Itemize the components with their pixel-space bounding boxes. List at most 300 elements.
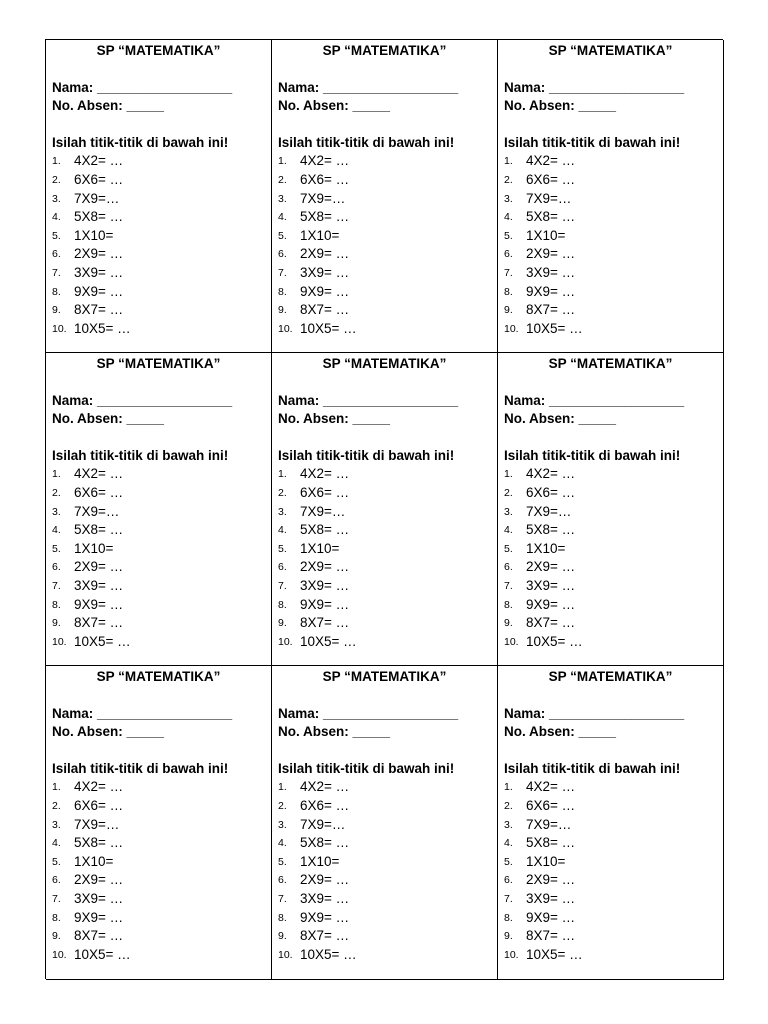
question-item <box>52 816 265 835</box>
question-text: 9X9= … <box>74 596 124 612</box>
question-number: 4. <box>504 524 513 537</box>
question-text: 4X2= … <box>526 153 576 169</box>
question-text: 8X7= … <box>526 928 576 944</box>
worksheet-card <box>272 40 498 353</box>
card-title: SP “MATEMATIKA” <box>322 669 447 684</box>
worksheet-card <box>498 40 724 353</box>
question-text: 1X10= <box>526 853 566 869</box>
question-number: 2. <box>504 173 513 186</box>
question-text: 5X8= … <box>300 835 350 851</box>
question-text: 7X9=… <box>526 190 572 206</box>
question-item <box>278 890 491 909</box>
question-item <box>52 596 265 615</box>
name-field-label: Nama: __________________ <box>52 79 233 95</box>
question-text: 3X9= … <box>526 264 576 280</box>
question-item <box>504 301 717 320</box>
question-text: 2X9= … <box>526 559 576 575</box>
question-list <box>504 465 717 651</box>
question-number: 9. <box>504 617 513 630</box>
question-item <box>504 227 717 246</box>
absen-field-label: No. Absen: _____ <box>278 98 391 114</box>
question-item <box>504 503 717 522</box>
card-title: SP “MATEMATIKA” <box>96 43 221 58</box>
instruction-text: Isilah titik-titik di bawah ini! <box>52 760 229 776</box>
question-number: 7. <box>278 579 287 592</box>
question-number: 1. <box>52 468 61 481</box>
question-item <box>504 853 717 872</box>
question-item <box>504 171 717 190</box>
question-number: 7. <box>52 266 61 279</box>
worksheet-card <box>46 40 272 353</box>
question-number: 2. <box>504 486 513 499</box>
question-item <box>52 540 265 559</box>
question-item <box>278 633 491 652</box>
question-item <box>504 633 717 652</box>
question-text: 1X10= <box>300 853 340 869</box>
question-text: 4X2= … <box>526 779 576 795</box>
spacer <box>278 61 491 79</box>
question-text: 5X8= … <box>300 209 350 225</box>
name-field-label: Nama: __________________ <box>52 392 233 408</box>
question-item <box>52 208 265 227</box>
question-number: 1. <box>504 468 513 481</box>
instruction-text: Isilah titik-titik di bawah ini! <box>278 134 455 150</box>
question-item <box>278 927 491 946</box>
question-item <box>504 946 717 965</box>
question-item <box>504 871 717 890</box>
question-number: 2. <box>278 486 287 499</box>
card-title: SP “MATEMATIKA” <box>96 669 221 684</box>
question-number: 1. <box>278 468 287 481</box>
question-number: 6. <box>278 874 287 887</box>
absen-field-label: No. Absen: _____ <box>52 724 165 740</box>
question-text: 8X7= … <box>74 928 124 944</box>
question-text: 3X9= … <box>300 264 350 280</box>
spacer <box>504 374 717 392</box>
question-item <box>52 927 265 946</box>
question-number: 8. <box>52 598 61 611</box>
question-list <box>278 465 491 651</box>
question-item <box>504 890 717 909</box>
question-text: 2X9= … <box>74 872 124 888</box>
question-text: 1X10= <box>74 227 114 243</box>
question-list <box>52 465 265 651</box>
spacer <box>52 687 265 705</box>
question-number: 7. <box>52 892 61 905</box>
card-title: SP “MATEMATIKA” <box>548 669 673 684</box>
question-text: 3X9= … <box>300 577 350 593</box>
question-item <box>278 320 491 339</box>
question-item <box>52 484 265 503</box>
spacer <box>504 742 717 760</box>
question-number: 6. <box>278 561 287 574</box>
question-number: 1. <box>52 155 61 168</box>
question-number: 1. <box>278 781 287 794</box>
question-item <box>52 577 265 596</box>
question-number: 3. <box>52 818 61 831</box>
spacer <box>278 374 491 392</box>
question-number: 2. <box>52 799 61 812</box>
instruction-text: Isilah titik-titik di bawah ini! <box>504 760 681 776</box>
question-text: 2X9= … <box>300 246 350 262</box>
question-text: 4X2= … <box>74 153 124 169</box>
absen-field-label: No. Absen: _____ <box>504 411 617 427</box>
question-item <box>52 614 265 633</box>
question-item <box>52 778 265 797</box>
question-item <box>52 283 265 302</box>
absen-field-label: No. Absen: _____ <box>278 724 391 740</box>
question-text: 7X9=… <box>526 816 572 832</box>
question-text: 10X5= … <box>300 946 357 962</box>
name-field-label: Nama: __________________ <box>504 705 685 721</box>
question-item <box>504 190 717 209</box>
question-item <box>504 558 717 577</box>
question-text: 1X10= <box>300 540 340 556</box>
question-text: 10X5= … <box>300 633 357 649</box>
instruction-text: Isilah titik-titik di bawah ini! <box>278 447 455 463</box>
question-number: 2. <box>278 173 287 186</box>
question-number: 8. <box>278 911 287 924</box>
question-item <box>52 853 265 872</box>
question-text: 6X6= … <box>300 484 350 500</box>
question-item <box>504 797 717 816</box>
question-text: 7X9=… <box>300 190 346 206</box>
question-text: 8X7= … <box>300 615 350 631</box>
question-number: 5. <box>52 855 61 868</box>
question-item <box>52 301 265 320</box>
question-text: 1X10= <box>74 853 114 869</box>
question-text: 7X9=… <box>74 503 120 519</box>
question-item <box>504 540 717 559</box>
question-item <box>52 633 265 652</box>
question-item <box>278 577 491 596</box>
question-number: 7. <box>52 579 61 592</box>
question-number: 9. <box>52 930 61 943</box>
question-text: 3X9= … <box>526 890 576 906</box>
question-text: 7X9=… <box>74 816 120 832</box>
spacer <box>52 742 265 760</box>
question-text: 6X6= … <box>526 171 576 187</box>
question-text: 3X9= … <box>526 577 576 593</box>
question-text: 9X9= … <box>74 909 124 925</box>
question-text: 4X2= … <box>74 466 124 482</box>
worksheet-card <box>46 353 272 666</box>
question-number: 9. <box>278 304 287 317</box>
question-item <box>504 521 717 540</box>
question-text: 10X5= … <box>526 320 583 336</box>
question-text: 10X5= … <box>300 320 357 336</box>
question-text: 10X5= … <box>74 320 131 336</box>
question-item <box>52 909 265 928</box>
question-number: 10. <box>52 322 67 335</box>
question-item <box>278 521 491 540</box>
question-text: 8X7= … <box>526 615 576 631</box>
worksheet-card <box>46 666 272 980</box>
question-number: 5. <box>278 855 287 868</box>
question-text: 6X6= … <box>300 171 350 187</box>
question-number: 8. <box>278 598 287 611</box>
question-item <box>278 171 491 190</box>
question-item <box>52 558 265 577</box>
card-title: SP “MATEMATIKA” <box>322 43 447 58</box>
question-text: 10X5= … <box>526 946 583 962</box>
question-number: 8. <box>278 285 287 298</box>
question-item <box>278 190 491 209</box>
card-title: SP “MATEMATIKA” <box>548 356 673 371</box>
question-text: 8X7= … <box>300 928 350 944</box>
question-text: 4X2= … <box>300 779 350 795</box>
question-number: 7. <box>278 892 287 905</box>
spacer <box>278 116 491 134</box>
question-item <box>504 484 717 503</box>
question-text: 6X6= … <box>526 484 576 500</box>
question-number: 7. <box>504 579 513 592</box>
question-text: 8X7= … <box>526 302 576 318</box>
spacer <box>504 687 717 705</box>
question-text: 7X9=… <box>526 503 572 519</box>
question-number: 8. <box>504 285 513 298</box>
question-number: 3. <box>504 192 513 205</box>
question-item <box>504 596 717 615</box>
question-item <box>504 465 717 484</box>
question-text: 9X9= … <box>300 596 350 612</box>
question-number: 9. <box>52 617 61 630</box>
question-text: 9X9= … <box>74 283 124 299</box>
question-text: 5X8= … <box>300 522 350 538</box>
spacer <box>278 687 491 705</box>
question-text: 6X6= … <box>526 797 576 813</box>
name-field-label: Nama: __________________ <box>278 392 459 408</box>
question-text: 5X8= … <box>74 209 124 225</box>
question-item <box>278 614 491 633</box>
question-item <box>504 927 717 946</box>
question-number: 7. <box>504 892 513 905</box>
question-item <box>52 871 265 890</box>
question-number: 1. <box>504 155 513 168</box>
spacer <box>504 429 717 447</box>
question-item <box>278 871 491 890</box>
question-number: 4. <box>278 211 287 224</box>
instruction-text: Isilah titik-titik di bawah ini! <box>52 134 229 150</box>
question-text: 10X5= … <box>74 633 131 649</box>
question-item <box>504 264 717 283</box>
question-text: 7X9=… <box>300 503 346 519</box>
question-number: 6. <box>52 874 61 887</box>
question-number: 6. <box>504 561 513 574</box>
question-number: 3. <box>52 505 61 518</box>
question-number: 7. <box>504 266 513 279</box>
question-item <box>504 283 717 302</box>
question-number: 1. <box>52 781 61 794</box>
question-text: 1X10= <box>74 540 114 556</box>
question-text: 3X9= … <box>74 577 124 593</box>
question-text: 5X8= … <box>74 522 124 538</box>
question-text: 6X6= … <box>74 484 124 500</box>
worksheet-grid <box>45 39 723 979</box>
question-item <box>52 227 265 246</box>
question-number: 6. <box>504 248 513 261</box>
question-item <box>278 264 491 283</box>
question-number: 9. <box>504 304 513 317</box>
question-item <box>504 577 717 596</box>
question-number: 4. <box>504 837 513 850</box>
question-text: 9X9= … <box>300 909 350 925</box>
question-number: 4. <box>504 211 513 224</box>
question-number: 4. <box>52 211 61 224</box>
question-item <box>504 245 717 264</box>
question-number: 8. <box>52 285 61 298</box>
question-number: 2. <box>52 173 61 186</box>
question-number: 5. <box>52 229 61 242</box>
spacer <box>52 429 265 447</box>
question-text: 9X9= … <box>526 283 576 299</box>
question-item <box>52 797 265 816</box>
question-item <box>278 834 491 853</box>
question-item <box>52 521 265 540</box>
question-number: 9. <box>278 930 287 943</box>
question-number: 4. <box>52 524 61 537</box>
question-item <box>504 152 717 171</box>
question-number: 9. <box>504 930 513 943</box>
question-number: 5. <box>504 542 513 555</box>
instruction-text: Isilah titik-titik di bawah ini! <box>278 760 455 776</box>
instruction-text: Isilah titik-titik di bawah ini! <box>504 134 681 150</box>
question-number: 10. <box>504 322 519 335</box>
question-item <box>52 245 265 264</box>
instruction-text: Isilah titik-titik di bawah ini! <box>52 447 229 463</box>
question-number: 2. <box>504 799 513 812</box>
question-item <box>52 503 265 522</box>
question-text: 6X6= … <box>300 797 350 813</box>
name-field-label: Nama: __________________ <box>504 392 685 408</box>
question-item <box>504 909 717 928</box>
question-number: 3. <box>504 818 513 831</box>
question-number: 6. <box>278 248 287 261</box>
question-text: 1X10= <box>300 227 340 243</box>
question-text: 4X2= … <box>300 153 350 169</box>
worksheet-card <box>498 353 724 666</box>
question-text: 1X10= <box>526 227 566 243</box>
worksheet-card <box>272 353 498 666</box>
question-list <box>52 778 265 964</box>
spacer <box>52 374 265 392</box>
question-item <box>504 834 717 853</box>
question-list <box>278 152 491 338</box>
question-text: 10X5= … <box>526 633 583 649</box>
question-item <box>278 227 491 246</box>
question-item <box>52 171 265 190</box>
question-item <box>278 208 491 227</box>
name-field-label: Nama: __________________ <box>52 705 233 721</box>
question-number: 10. <box>504 635 519 648</box>
card-title: SP “MATEMATIKA” <box>548 43 673 58</box>
question-item <box>278 503 491 522</box>
question-text: 7X9=… <box>74 190 120 206</box>
question-item <box>52 946 265 965</box>
question-number: 1. <box>504 781 513 794</box>
question-item <box>52 834 265 853</box>
absen-field-label: No. Absen: _____ <box>278 411 391 427</box>
question-text: 3X9= … <box>74 890 124 906</box>
spacer <box>504 61 717 79</box>
absen-field-label: No. Absen: _____ <box>504 724 617 740</box>
question-text: 2X9= … <box>300 559 350 575</box>
question-number: 8. <box>52 911 61 924</box>
question-text: 8X7= … <box>74 615 124 631</box>
question-number: 5. <box>504 855 513 868</box>
question-number: 8. <box>504 911 513 924</box>
question-item <box>278 152 491 171</box>
question-number: 4. <box>278 524 287 537</box>
question-text: 4X2= … <box>74 779 124 795</box>
spacer <box>52 116 265 134</box>
question-number: 8. <box>504 598 513 611</box>
question-number: 9. <box>52 304 61 317</box>
question-text: 2X9= … <box>526 872 576 888</box>
question-list <box>504 152 717 338</box>
question-number: 6. <box>52 248 61 261</box>
question-number: 2. <box>52 486 61 499</box>
question-list <box>52 152 265 338</box>
question-number: 5. <box>278 229 287 242</box>
absen-field-label: No. Absen: _____ <box>52 411 165 427</box>
question-text: 1X10= <box>526 540 566 556</box>
question-number: 10. <box>52 948 67 961</box>
question-text: 9X9= … <box>300 283 350 299</box>
question-text: 10X5= … <box>74 946 131 962</box>
question-text: 9X9= … <box>526 596 576 612</box>
question-number: 7. <box>278 266 287 279</box>
question-number: 3. <box>504 505 513 518</box>
question-number: 5. <box>278 542 287 555</box>
spacer <box>278 742 491 760</box>
question-number: 10. <box>52 635 67 648</box>
question-text: 5X8= … <box>526 522 576 538</box>
name-field-label: Nama: __________________ <box>504 79 685 95</box>
instruction-text: Isilah titik-titik di bawah ini! <box>504 447 681 463</box>
question-text: 3X9= … <box>74 264 124 280</box>
question-text: 2X9= … <box>74 559 124 575</box>
question-text: 4X2= … <box>526 466 576 482</box>
question-item <box>504 778 717 797</box>
name-field-label: Nama: __________________ <box>278 705 459 721</box>
question-number: 3. <box>278 192 287 205</box>
question-item <box>52 152 265 171</box>
question-number: 3. <box>278 818 287 831</box>
spacer <box>52 61 265 79</box>
question-list <box>278 778 491 964</box>
question-item <box>504 208 717 227</box>
card-title: SP “MATEMATIKA” <box>96 356 221 371</box>
question-number: 2. <box>278 799 287 812</box>
absen-field-label: No. Absen: _____ <box>504 98 617 114</box>
question-number: 3. <box>278 505 287 518</box>
question-number: 10. <box>278 322 293 335</box>
question-number: 6. <box>52 561 61 574</box>
question-item <box>504 320 717 339</box>
question-list <box>504 778 717 964</box>
question-text: 5X8= … <box>74 835 124 851</box>
question-item <box>278 245 491 264</box>
name-field-label: Nama: __________________ <box>278 79 459 95</box>
question-item <box>52 465 265 484</box>
question-number: 5. <box>504 229 513 242</box>
question-text: 4X2= … <box>300 466 350 482</box>
question-item <box>278 946 491 965</box>
question-text: 8X7= … <box>300 302 350 318</box>
question-text: 2X9= … <box>74 246 124 262</box>
question-text: 7X9=… <box>300 816 346 832</box>
